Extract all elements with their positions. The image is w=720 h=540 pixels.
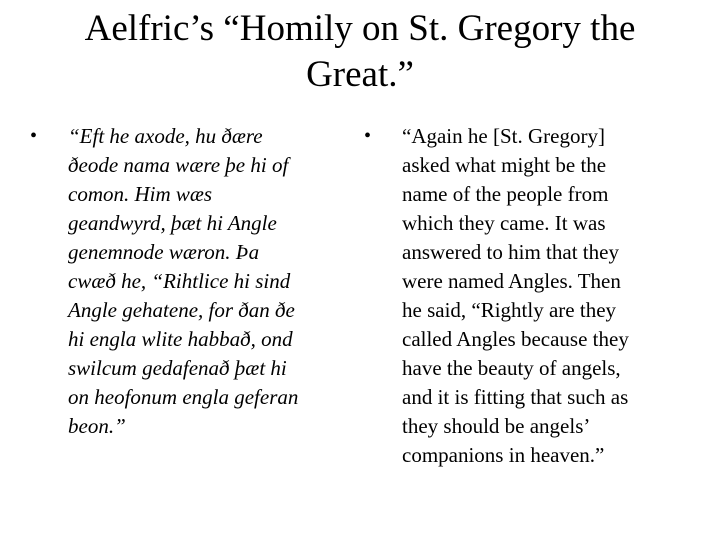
slide-title <box>0 6 720 98</box>
translation-text <box>402 122 704 470</box>
title-line-1: Aelfric’s “Homily on St. Gregory the <box>84 8 636 49</box>
text-line: name of the people from <box>402 182 609 206</box>
text-line: swilcum gedafenað þæt hi <box>68 356 287 380</box>
text-line: asked what might be the <box>402 153 607 177</box>
text-line: called Angles because they <box>402 327 629 351</box>
translation-bullet-item <box>364 122 704 470</box>
old-english-bullet-item <box>30 122 345 441</box>
text-line: they should be angels’ <box>402 414 591 438</box>
text-line: beon.” <box>68 414 126 438</box>
text-line: hi engla wlite habbað, ond <box>68 327 293 351</box>
bullet-marker: • <box>30 125 38 147</box>
text-line: on heofonum engla geferan <box>68 385 299 409</box>
old-english-column <box>30 122 345 441</box>
text-line: geandwyrd, þæt hi Angle <box>68 211 277 235</box>
text-line: he said, “Rightly are they <box>402 298 617 322</box>
text-line: genemnode wæron. Þa <box>68 240 260 264</box>
text-line: companions in heaven.” <box>402 443 605 467</box>
text-line: answered to him that they <box>402 240 619 264</box>
text-line: Angle gehatene, for ðan ðe <box>68 298 295 322</box>
text-line: “Again he [St. Gregory] <box>402 124 605 148</box>
text-line: cwæð he, “Rihtlice hi sind <box>68 269 291 293</box>
bullet-marker: • <box>364 125 372 147</box>
translation-column <box>364 122 704 470</box>
text-line: and it is fitting that such as <box>402 385 629 409</box>
text-line: “Eft he axode, hu ðære <box>68 124 263 148</box>
text-line: which they came. It was <box>402 211 606 235</box>
title-line-2: Great.” <box>306 54 414 95</box>
text-line: were named Angles. Then <box>402 269 621 293</box>
old-english-text <box>68 122 345 441</box>
text-line: comon. Him wæs <box>68 182 213 206</box>
text-line: ðeode nama wære þe hi of <box>68 153 289 177</box>
text-line: have the beauty of angels, <box>402 356 621 380</box>
